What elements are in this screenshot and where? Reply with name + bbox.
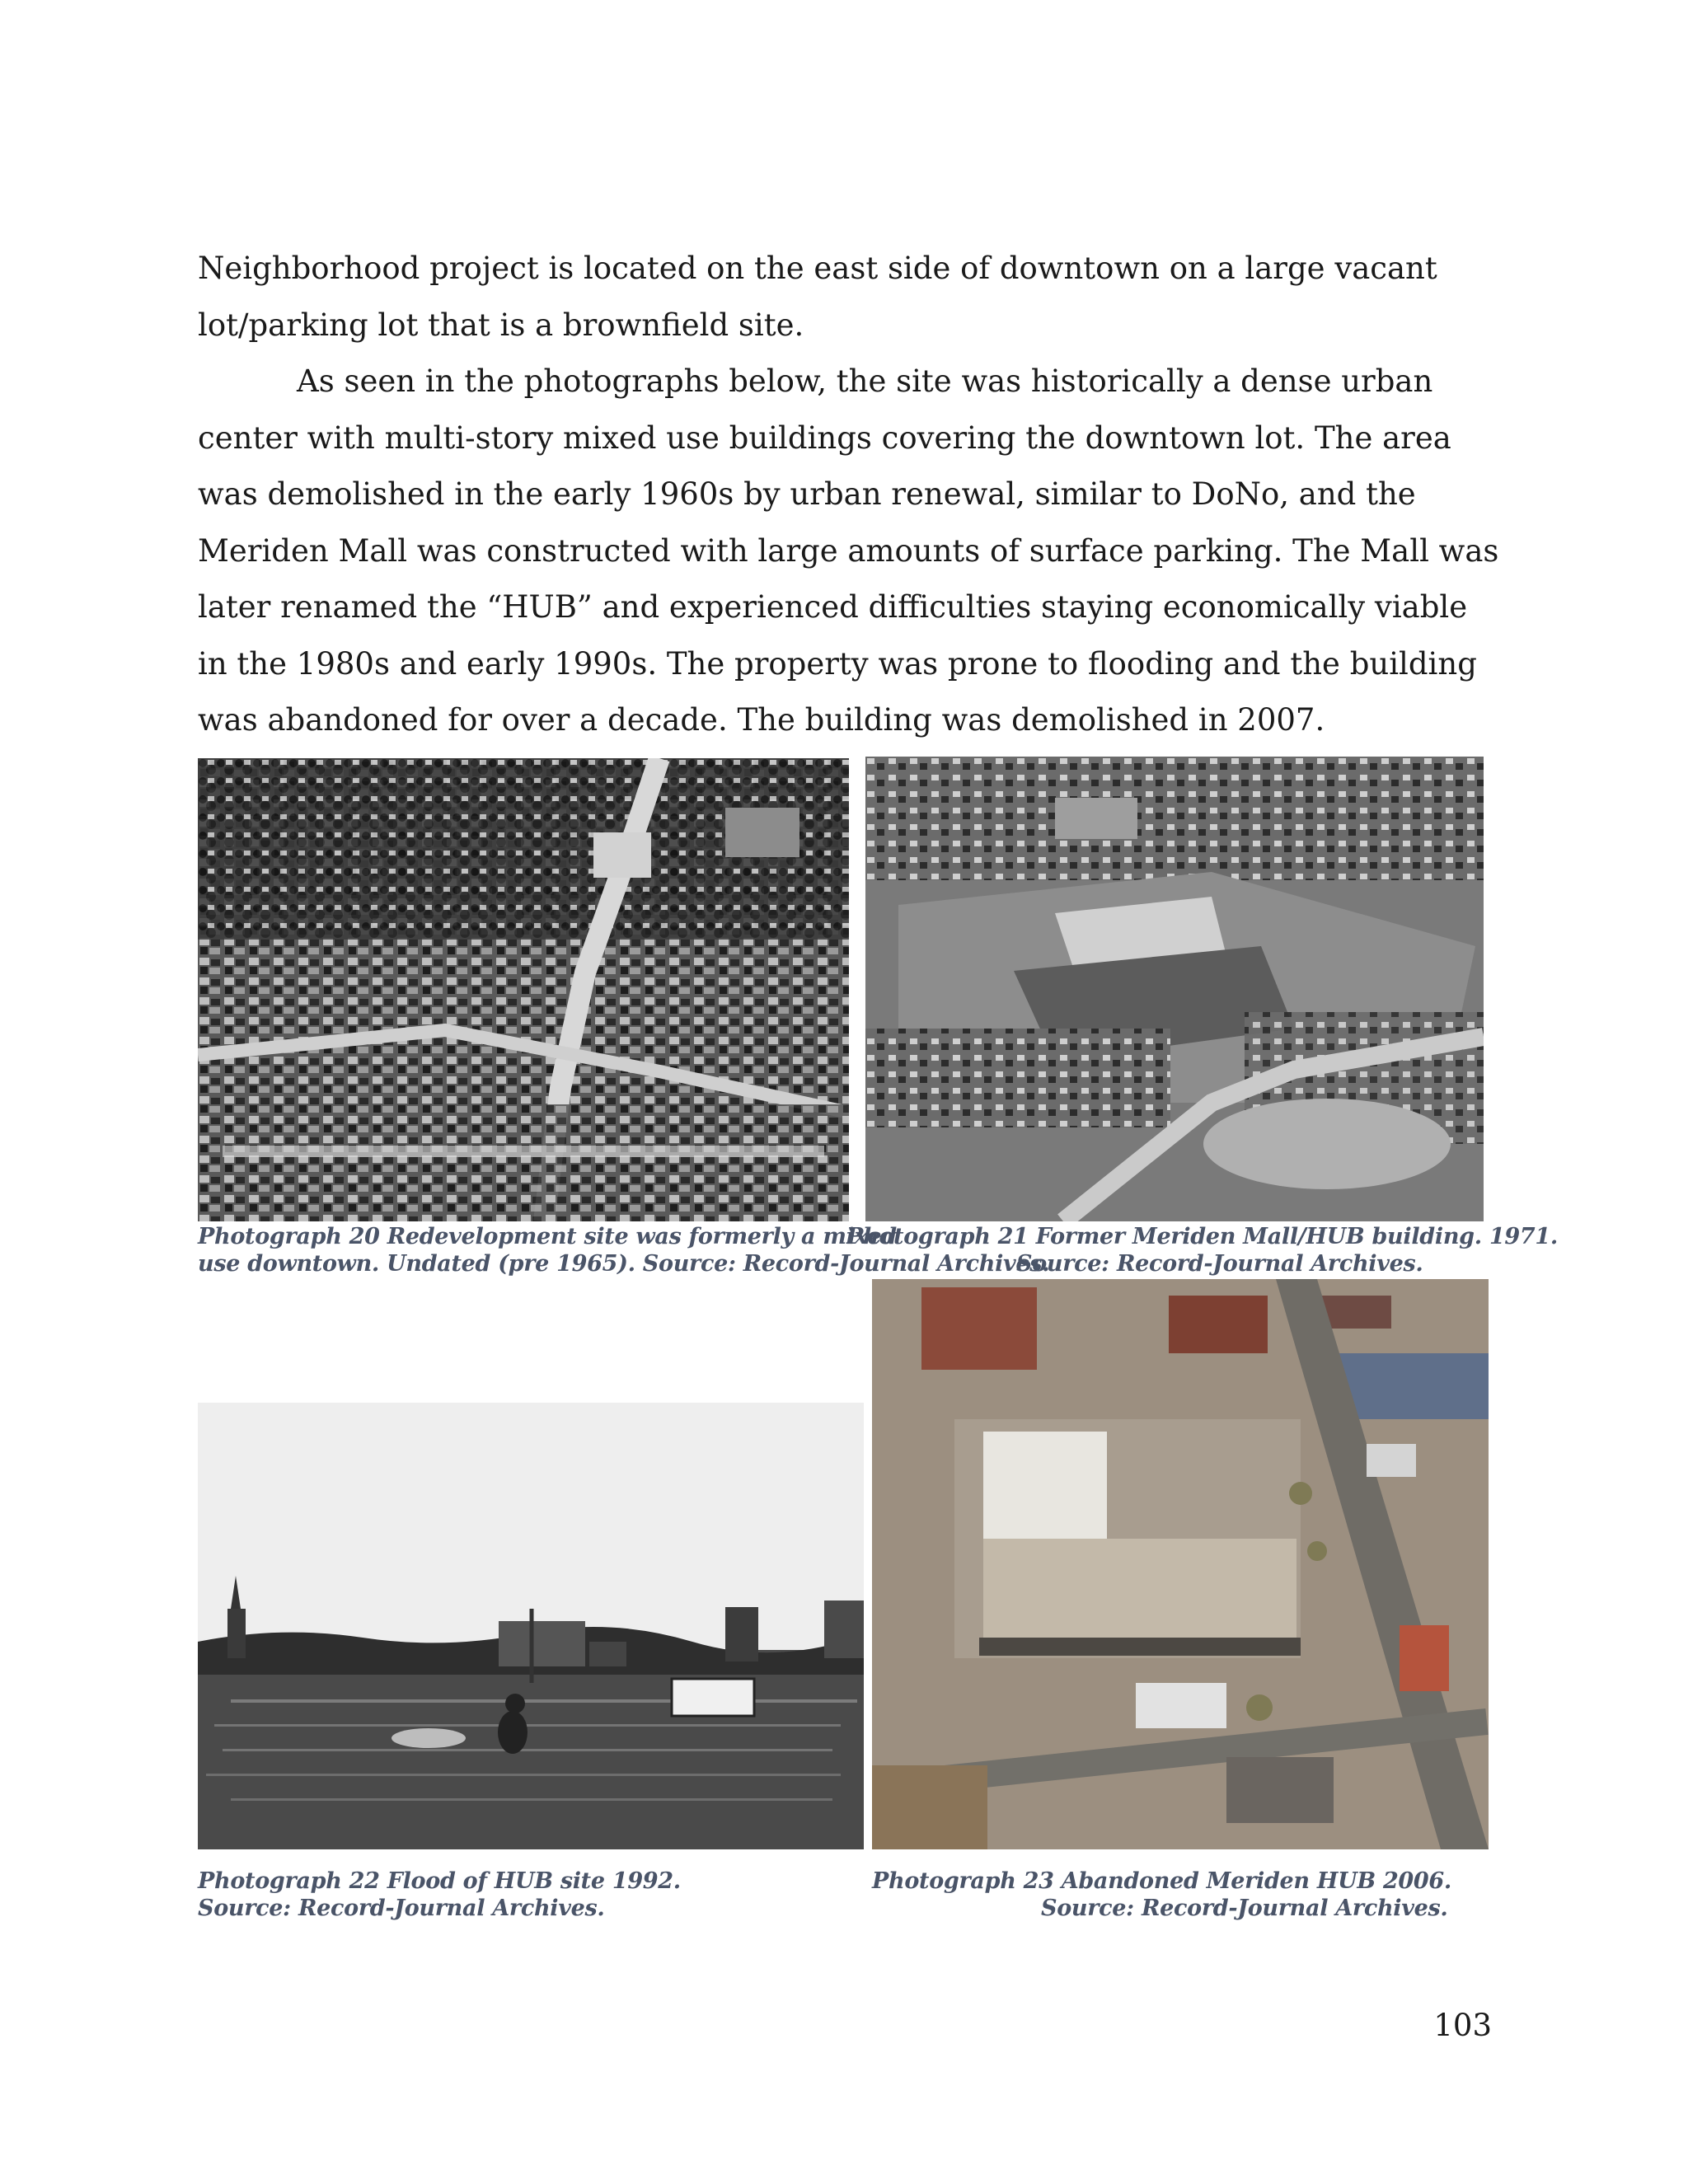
caption-photograph-20-line-1: Photograph 20 Redevelopment site was formerly a mixed bbox=[198, 1224, 897, 1249]
photo-abandoned-hub-2006 bbox=[872, 1279, 1489, 1849]
caption-photograph-21 bbox=[846, 1223, 1558, 1277]
caption-photograph-23 bbox=[872, 1868, 1451, 1922]
photo-meriden-mall-1971 bbox=[865, 757, 1484, 1221]
caption-photograph-20-line-2: use downtown. Undated (pre 1965). Source: Record-Journal Archives. bbox=[198, 1251, 1050, 1277]
caption-photograph-22-line-2: Source: Record-Journal Archives. bbox=[198, 1896, 605, 1921]
caption-photograph-23-line-2: Source: Record-Journal Archives. bbox=[1041, 1896, 1448, 1921]
paragraph-1: Neighborhood project is located on the east side of downtown on a large vacant lot/parking lot that is a brownfield site. bbox=[198, 251, 1437, 343]
paragraph-2: As seen in the photographs below, the site was historically a dense urban center with multi-story mixed use buildings covering the downtown lot. The area was demolished in the early 1960s by urban renewal, similar to DoNo, and the Meriden Mall was constructed with large amounts of surface parking. The Mall was later renamed the “HUB” and experienced difficulties staying economically viable in the 1980s and early 1990s. The property was prone to flooding and the building was abandoned for over a decade. The building was demolished in 2007. bbox=[198, 363, 1499, 738]
caption-photograph-21-line-1: Photograph 21 Former Meriden Mall/HUB building. 1971. bbox=[846, 1224, 1558, 1249]
body-text bbox=[198, 241, 1500, 749]
page-number: 103 bbox=[1433, 2008, 1492, 2043]
photo-downtown-aerial-pre-1965 bbox=[198, 758, 849, 1221]
caption-photograph-23-line-1: Photograph 23 Abandoned Meriden HUB 2006. bbox=[872, 1868, 1451, 1894]
photo-flood-hub-site-1992 bbox=[198, 1403, 864, 1849]
caption-photograph-22 bbox=[198, 1868, 681, 1922]
caption-photograph-22-line-1: Photograph 22 Flood of HUB site 1992. bbox=[198, 1868, 681, 1894]
caption-photograph-21-line-2: Source: Record-Journal Archives. bbox=[1016, 1251, 1423, 1277]
